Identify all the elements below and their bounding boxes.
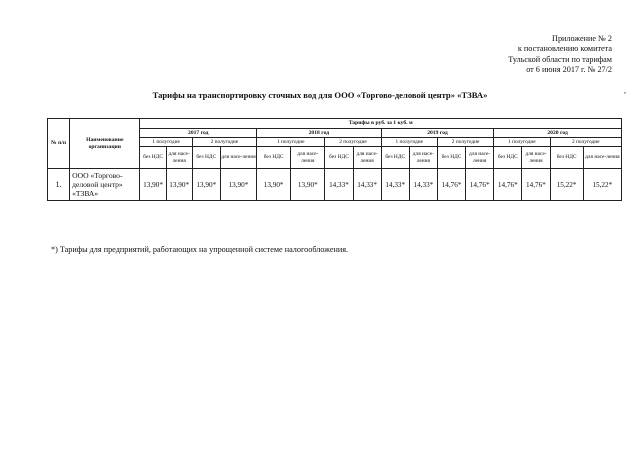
tariff-value: 14,33* xyxy=(353,169,381,201)
tariff-value: 14,76* xyxy=(437,169,465,201)
stray-mark: , xyxy=(624,86,626,95)
header-2020-half-2: 2 полугодие xyxy=(550,138,622,147)
tariff-value: 13,90* xyxy=(140,169,166,201)
header-no-vat: без НДС xyxy=(140,147,166,169)
header-2018-half-2: 2 полугодие xyxy=(325,138,381,147)
header-no-vat: без НДС xyxy=(494,147,522,169)
header-year-2018: 2018 год xyxy=(257,129,382,138)
organization-name: ООО «Торгово-деловой центр» «ТЗВА» xyxy=(70,169,140,201)
tariff-value: 15,22* xyxy=(583,169,621,201)
tariff-value: 14,33* xyxy=(409,169,437,201)
tariff-value: 13,90* xyxy=(166,169,192,201)
header-for-population: для насе-ления xyxy=(466,147,494,169)
appendix-line-1: Приложение № 2 xyxy=(552,34,612,43)
header-no-vat: без НДС xyxy=(381,147,409,169)
header-2018-half-1: 1 полугодие xyxy=(257,138,325,147)
tariff-value: 13,90* xyxy=(220,169,256,201)
header-2017-half-2: 2 полугодие xyxy=(192,138,256,147)
tariff-value: 13,90* xyxy=(257,169,291,201)
header-tariff-group: Тарифы в руб. за 1 куб. м xyxy=(140,119,622,129)
header-no-vat: без НДС xyxy=(550,147,583,169)
header-2017-half-1: 1 полугодие xyxy=(140,138,192,147)
header-no-vat: без НДС xyxy=(257,147,291,169)
header-2019-half-1: 1 полугодие xyxy=(381,138,437,147)
document-title: Тарифы на транспортировку сточных вод для ООО «Торгово-деловой центр» «ТЗВА» xyxy=(152,90,488,100)
tariff-value: 14,33* xyxy=(381,169,409,201)
tariff-value: 15,22* xyxy=(550,169,583,201)
appendix-line-2: к постановлению комитета xyxy=(517,44,612,54)
header-2019-half-2: 2 полугодие xyxy=(437,138,493,147)
tariff-value: 14,76* xyxy=(466,169,494,201)
footnote: *) Тарифы для предприятий, работающих на упрощенной системе налогообложения. xyxy=(51,245,349,254)
header-year-2019: 2019 год xyxy=(381,129,494,138)
tariff-value: 13,90* xyxy=(192,169,220,201)
header-row-number: № п/п xyxy=(48,119,70,169)
header-2020-half-1: 1 полугодие xyxy=(494,138,550,147)
header-no-vat: без НДС xyxy=(325,147,353,169)
appendix-line-4: от 6 июня 2017 г. № 27/2 xyxy=(526,65,612,75)
header-for-population: для насе-ления xyxy=(220,147,256,169)
header-year-2017: 2017 год xyxy=(140,129,257,138)
header-for-population: для насе-ления xyxy=(166,147,192,169)
header-no-vat: без НДС xyxy=(437,147,465,169)
appendix-header xyxy=(508,34,612,76)
header-no-vat: без НДС xyxy=(192,147,220,169)
header-for-population: для насе-ления xyxy=(353,147,381,169)
tariff-value: 14,33* xyxy=(325,169,353,201)
header-for-population: для насе-ления xyxy=(583,147,621,169)
header-year-2020: 2020 год xyxy=(494,129,622,138)
header-for-population: для насе-ления xyxy=(291,147,325,169)
tariff-value: 14,76* xyxy=(522,169,550,201)
tariff-value: 14,76* xyxy=(494,169,522,201)
row-number: 1. xyxy=(48,169,70,201)
tariff-value: 13,90* xyxy=(291,169,325,201)
appendix-line-3: Тульской области по тарифам xyxy=(508,54,612,64)
tariff-table xyxy=(47,118,622,201)
table-row xyxy=(48,169,622,201)
header-organization: Наименование организации xyxy=(70,119,140,169)
header-for-population: для насе-ления xyxy=(522,147,550,169)
header-for-population: для насе-ления xyxy=(409,147,437,169)
